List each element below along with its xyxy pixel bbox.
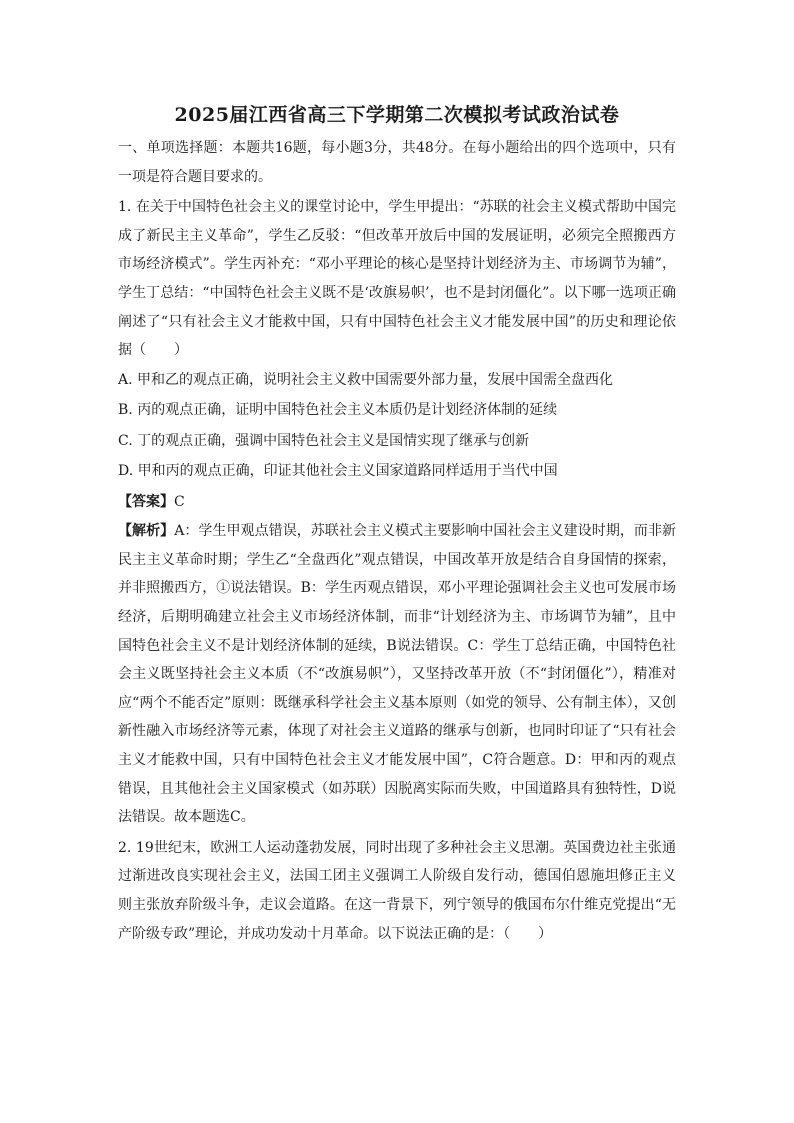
question-1-analysis bbox=[118, 517, 676, 832]
question-1-stem: 1. 在关于中国特色社会主义的课堂讨论中，学生甲提出：“苏联的社会主义模式帮助中国完成了新民主主义革命”，学生乙反驳：“但改革开放后中国的发展证明，必须完全照搬西方市场经济模式”。学生丙补充：“邓小平理论的核心是坚持计划经济为主、市场调节为辅”，学生丁总结：“中国特色社会主义既不是‘改旗易帜’，也不是封闭僵化”。以下哪一选项正确阐述了“只有社会主义才能救中国，只有中国特色社会主义才能发展中国”的历史和理论依据（ ） bbox=[118, 199, 676, 359]
answer-label: 【答案】 bbox=[118, 493, 174, 510]
question-1-option-d: D. 甲和丙的观点正确，印证其他社会主义国家道路同样适用于当代中国 bbox=[118, 463, 558, 480]
exam-title: 2025届江西省高三下学期第二次模拟考试政治试卷 bbox=[174, 104, 620, 126]
question-1-option-a: A. 甲和乙的观点正确，说明社会主义救中国需要外部力量，发展中国需全盘西化 bbox=[118, 371, 614, 388]
analysis-label: 【解析】 bbox=[118, 523, 175, 540]
question-2-stem: 2. 19世纪末，欧洲工人运动蓬勃发展，同时出现了多种社会主义思潮。英国费边社主张通过渐进改良实现社会主义，法国工团主义强调工人阶级自发行动，德国伯恩施坦修正主义则主张放弃阶级斗争，走议会道路。在这一背景下，列宁领导的俄国布尔什维克党提出“无产阶级专政”理论，并成功发动十月革命。以下说法正确的是：（ ） bbox=[118, 839, 676, 942]
question-1-option-c: C. 丁的观点正确，强调中国特色社会主义是国情实现了继承与创新 bbox=[118, 432, 530, 449]
answer-value: C bbox=[174, 493, 185, 510]
question-1-option-b: B. 丙的观点正确，证明中国特色社会主义本质仍是计划经济体制的延续 bbox=[118, 402, 558, 419]
section-header: 一、单项选择题：本题共16题，每小题3分，共48分。在每小题给出的四个选项中，只有一项是符合题目要求的。 bbox=[118, 140, 676, 185]
analysis-text: A：学生甲观点错误，苏联社会主义模式主要影响中国社会主义建设时期，而非新民主主义革命时期；学生乙“全盘西化”观点错误，中国改革开放是结合自身国情的探索，并非照搬西方，①说法错误。B：学生丙观点错误，邓小平理论强调社会主义也可发展市场经济，后期明确建立社会主义市场经济体制，而非“计划经济为主、市场调节为辅”，且中国特色社会主义不是计划经济体制的延续，B说法错误。C：学生丁总结正确，中国特色社会主义既坚持社会主义本质（不“改旗易帜”），又坚持改革开放（不“封闭僵化”），精准对应“两个不能否定”原则：既继承科学社会主义基本原则（如党的领导、公有制主体），又创新性融入市场经济等元素，体现了对社会主义道路的继承与创新，也同时印证了“只有社会主义才能救中国，只有中国特色社会主义才能发展中国”，C符合题意。D：甲和丙的观点错误，且其他社会主义国家模式（如苏联）因脱离实际而失败，中国道路具有独特性，D说法错误。故本题选C。 bbox=[118, 523, 677, 826]
question-1-answer bbox=[118, 487, 676, 518]
document-page bbox=[118, 100, 676, 948]
